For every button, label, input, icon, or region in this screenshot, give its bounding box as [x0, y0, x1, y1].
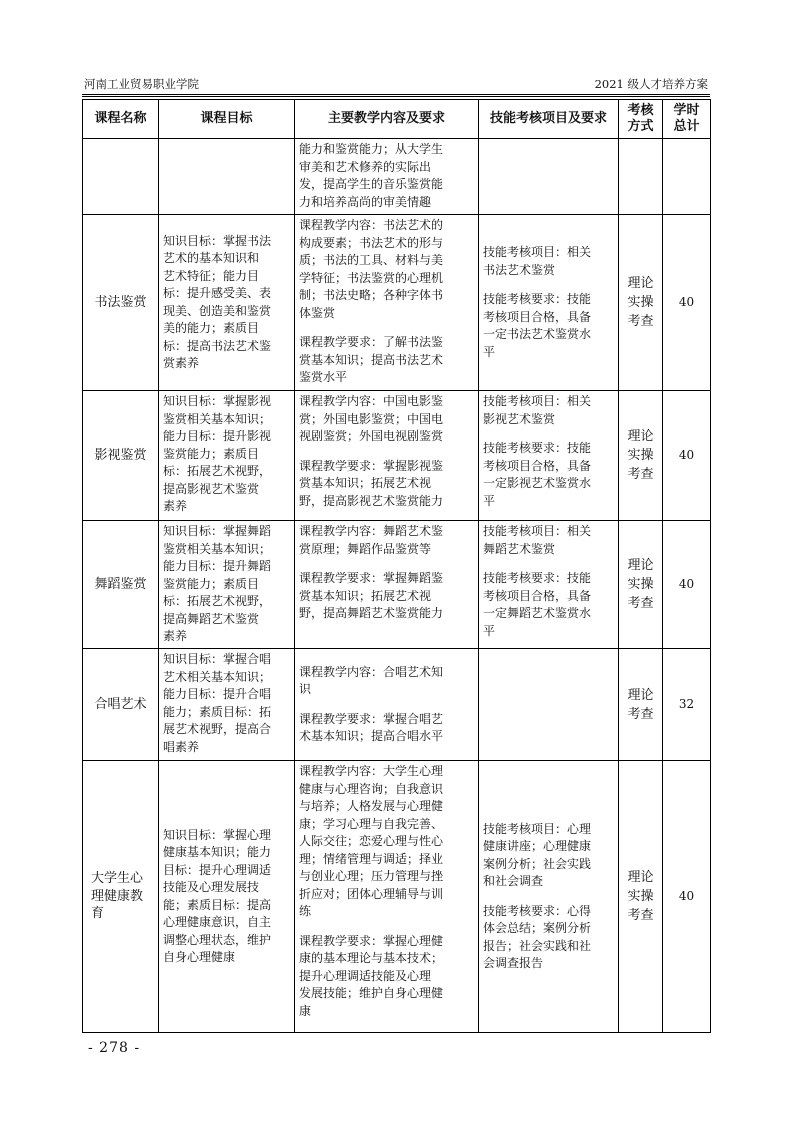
- course-name-cell: 书法鉴赏: [83, 215, 159, 391]
- course-skill-cell: [479, 761, 619, 1033]
- col-header-skill: 技能考核项目及要求: [479, 100, 619, 139]
- skill-item-para: 技能考核项目：相关 舞蹈艺术鉴赏: [483, 524, 592, 556]
- col-header-hours-line2: 总计: [673, 119, 700, 134]
- course-goal-cell: 知识目标：掌握合唱 艺术相关基本知识； 能力目标：提升合唱 能力；素质目标：拓 展艺术视野，提高合 唱素养: [159, 649, 295, 761]
- course-table: [82, 99, 711, 1033]
- course-hours-cell: [663, 139, 711, 215]
- skill-item-para: 技能考核项目：心理 健康讲座；心理健康 案例分析；社会实践 和社会调查: [483, 821, 592, 888]
- course-skill-cell: [479, 521, 619, 649]
- col-header-hours-line1: 学时: [673, 103, 700, 118]
- course-name-cell: 合唱艺术: [83, 649, 159, 761]
- table-row: [83, 521, 711, 649]
- course-skill-cell: [479, 391, 619, 521]
- course-method-cell: 理论 实操 考查: [619, 215, 663, 391]
- requirement-para: 课程教学要求：掌握舞蹈鉴 赏基本知识；拓展艺术视 野，提高舞蹈艺术鉴赏能力: [299, 571, 444, 620]
- course-name-cell: [83, 139, 159, 215]
- col-header-goal: 课程目标: [159, 100, 295, 139]
- course-skill-cell: [479, 649, 619, 761]
- course-name-cell: 舞蹈鉴赏: [83, 521, 159, 649]
- course-hours-cell: 32: [663, 649, 711, 761]
- course-name-cell: 影视鉴赏: [83, 391, 159, 521]
- course-goal-cell: 知识目标：掌握影视 鉴赏相关基本知识； 能力目标：提升影视 鉴赏能力；素质目 标：拓展艺术视野， 提高影视艺术鉴赏 素养: [159, 391, 295, 521]
- requirement-para: 课程教学要求：掌握心理健 康的基本理论与基本技术； 提升心理调适技能及心理 发展技能；维护自身心理健 康: [299, 933, 444, 1018]
- course-goal-cell: [159, 139, 295, 215]
- header-rule: [82, 94, 710, 95]
- plan-title: 2021 级人才培养方案: [594, 77, 708, 91]
- course-goal-cell: 知识目标：掌握心理 健康基本知识；能力 目标：提升心理调适 技能及心理发展技 能；素质目标：提高 心理健康意识，自主 调整心理状态，维护 自身心理健康: [159, 761, 295, 1033]
- skill-item-para: 技能考核项目：相关 书法艺术鉴赏: [483, 245, 592, 277]
- skill-requirement-para: 技能考核要求：技能 考核项目合格，具备 一定影视艺术鉴赏水 平: [483, 441, 592, 508]
- header-rule-2: [82, 96, 710, 97]
- content-para: 课程教学内容：书法艺术的 构成要素；书法艺术的形与 质；书法的工具、材料与美 学特征；书法鉴赏的心理机 制；书法史略；各种字体书 体鉴赏: [299, 218, 444, 320]
- content-para: 课程教学内容：合唱艺术知 识: [299, 664, 444, 696]
- requirement-para: 课程教学要求：掌握合唱艺 术基本知识；提高合唱水平: [299, 711, 444, 743]
- col-header-content: 主要教学内容及要求: [295, 100, 479, 139]
- course-hours-cell: 40: [663, 521, 711, 649]
- table-row: [83, 761, 711, 1033]
- course-content-cell: [295, 139, 479, 215]
- course-goal-cell: 知识目标：掌握舞蹈 鉴赏相关基本知识； 能力目标：提升舞蹈 鉴赏能力；素质目 标：拓展艺术视野， 提高舞蹈艺术鉴赏 素养: [159, 521, 295, 649]
- table-row: [83, 391, 711, 521]
- content-para: 课程教学内容：大学生心理 健康与心理咨询；自我意识 与培养；人格发展与心理健 康；学习心理与自我完善、 人际交往；恋爱心理与性心 理；情绪管理与调适；择业 与创业心理；压力管理与挫 折应对；团体心理辅导与训 练: [299, 764, 444, 918]
- course-goal-cell: 知识目标：掌握书法 艺术的基本知识和 艺术特征；能力目 标：提升感受美、表 现美、创造美和鉴赏 美的能力；素质目 标：提高书法艺术鉴 赏素养: [159, 215, 295, 391]
- table-header-row: [83, 100, 711, 139]
- course-content-cell: [295, 215, 479, 391]
- content-para: 课程教学内容：舞蹈艺术鉴 赏原理；舞蹈作品鉴赏等: [299, 524, 444, 556]
- col-header-method-line2: 方式: [627, 119, 654, 134]
- col-header-name: 课程名称: [83, 100, 159, 139]
- col-header-method-line1: 考核: [627, 103, 654, 118]
- table-row: [83, 139, 711, 215]
- table-row: [83, 649, 711, 761]
- course-content-cell: [295, 761, 479, 1033]
- course-content-cell: [295, 391, 479, 521]
- course-skill-cell: [479, 215, 619, 391]
- skill-requirement-para: 技能考核要求：技能 考核项目合格，具备 一定书法艺术鉴赏水 平: [483, 292, 592, 359]
- course-content-cell: [295, 521, 479, 649]
- course-method-cell: 理论 实操 考查: [619, 761, 663, 1033]
- col-header-hours: [663, 100, 711, 139]
- skill-item-para: 技能考核项目：相关 影视艺术鉴赏: [483, 394, 592, 426]
- course-method-cell: 理论 实操 考查: [619, 391, 663, 521]
- course-hours-cell: 40: [663, 215, 711, 391]
- table-row: [83, 215, 711, 391]
- content-para: 能力和鉴赏能力；从大学生 审美和艺术修养的实际出 发，提高学生的音乐鉴赏能 力和培养高尚的审美情趣: [299, 142, 444, 209]
- col-header-method: [619, 100, 663, 139]
- requirement-para: 课程教学要求：掌握影视鉴 赏基本知识；拓展艺术视 野，提高影视艺术鉴赏能力: [299, 458, 444, 508]
- course-hours-cell: 40: [663, 761, 711, 1033]
- skill-requirement-para: 技能考核要求：技能 考核项目合格，具备 一定舞蹈艺术鉴赏水 平: [483, 571, 592, 638]
- content-para: 课程教学内容：中国电影鉴 赏；外国电影鉴赏；中国电 视剧鉴赏；外国电视剧鉴赏: [299, 394, 444, 443]
- page-header: [82, 76, 710, 92]
- course-method-cell: 理论 实操 考查: [619, 521, 663, 649]
- course-hours-cell: 40: [663, 391, 711, 521]
- school-name: 河南工业贸易职业学院: [84, 77, 199, 91]
- course-method-cell: 理论 考查: [619, 649, 663, 761]
- requirement-para: 课程教学要求：了解书法鉴 赏基本知识；提高书法艺术 鉴赏水平: [299, 335, 444, 384]
- skill-requirement-para: 技能考核要求：心得 体会总结；案例分析 报告；社会实践和社 会调查报告: [483, 903, 592, 970]
- page-number: - 278 -: [88, 1040, 141, 1056]
- course-content-cell: [295, 649, 479, 761]
- course-skill-cell: [479, 139, 619, 215]
- course-method-cell: [619, 139, 663, 215]
- course-name-cell: 大学生心 理健康教 育: [83, 761, 159, 1033]
